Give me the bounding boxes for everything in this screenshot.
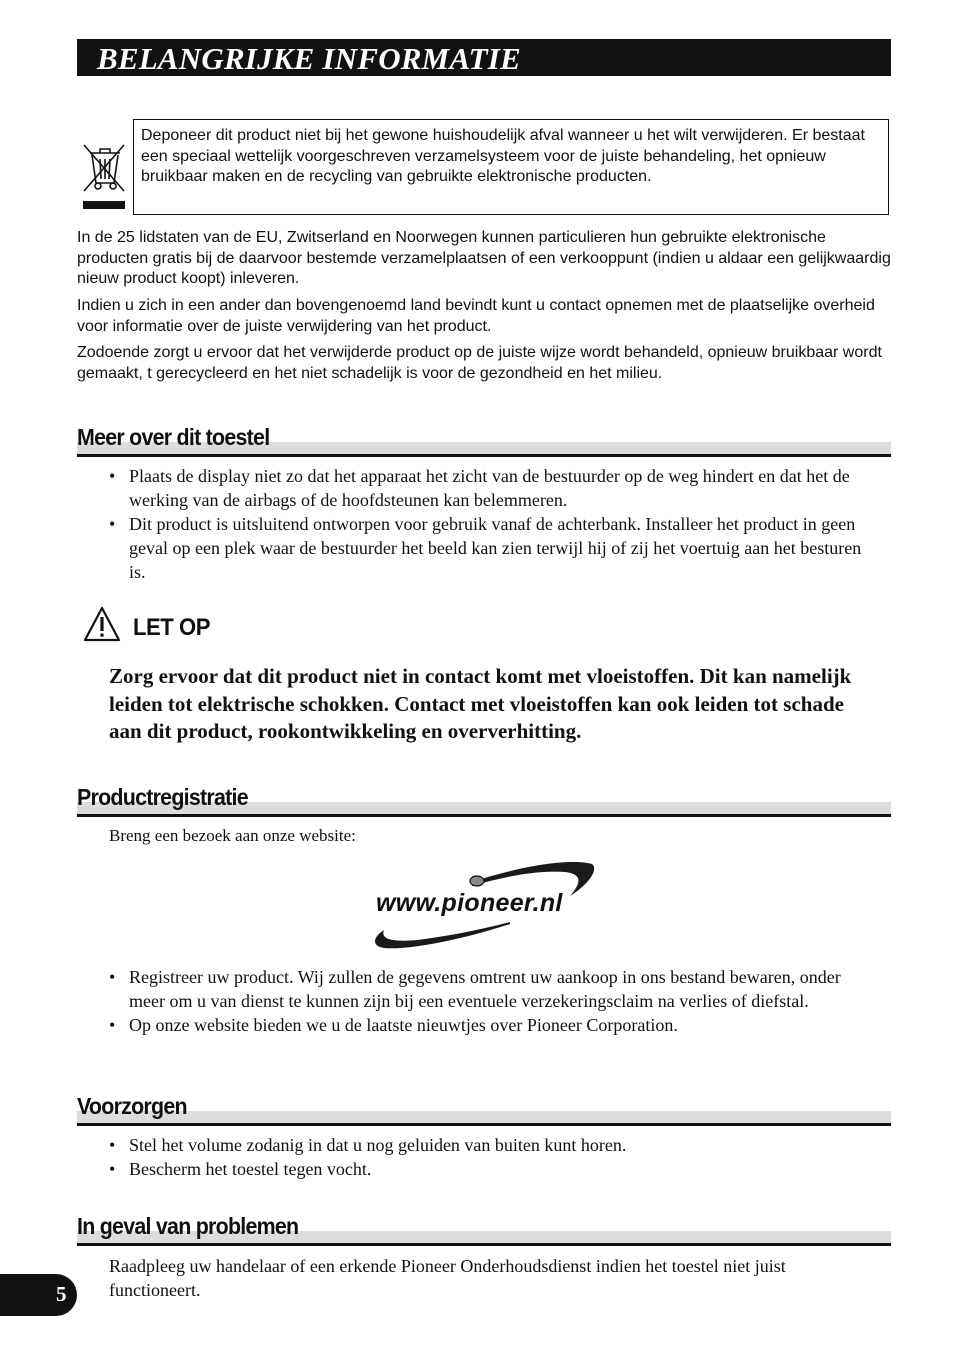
section-heading-problemen — [77, 1213, 891, 1243]
crossed-out-wheelie-bin-icon — [80, 141, 128, 213]
disposal-notice: Deponeer dit product niet bij het gewone huishoudelijk afval wanneer u het wilt verwijderen. Er bestaat een speciaal wettelijk voorgeschreven verzamelsysteem voor de juiste behandeling, het opnieuw bruikbaar maken en de recycling van gebruikte elektronische producten. — [133, 119, 889, 215]
caution-title: LET OP — [133, 614, 210, 641]
list-item: • Registreer uw product. Wij zullen de gegevens omtrent uw aankoop in ons bestand bewaren, onder meer om u van dienst te kunnen zijn bij een eventuele verzekeringsclaim na verlies of diefstal. — [109, 965, 869, 1013]
list-item: • Stel het volume zodanig in dat u nog geluiden van buiten kunt horen. — [109, 1133, 869, 1157]
intro-paragraph-1: In de 25 lidstaten van de EU, Zwitserland en Noorwegen kunnen particulieren hun gebruikte elektronische producten gratis bij de daarvoor bestemde verzamelplaatsen of een verkooppunt (indien u aldaar een gelijkwaardig nieuw product koopt) inleveren. — [77, 229, 891, 287]
section-title-meer: Meer over dit toestel — [77, 424, 270, 450]
list-item: • Plaats de display niet zo dat het apparaat het zicht van de bestuurder op de weg hindert en dat het de werking van de airbags of de hoofdsteunen kan belemmeren. — [109, 464, 869, 512]
voorzorgen-bullet-list — [109, 1133, 869, 1181]
list-item: • Dit product is uitsluitend ontworpen voor gebruik vanaf de achterbank. Installeer het product in geen geval op een plek waar de bestuurder het beeld kan zien terwijl hij of zij het voertuig aan het besturen is. — [109, 512, 869, 584]
warning-triangle-icon — [83, 606, 121, 642]
section-heading-voorzorgen — [77, 1093, 891, 1123]
section-heading-registratie — [77, 784, 891, 814]
caution-text: Zorg ervoor dat dit product niet in contact komt met vloeistoffen. Dit kan namelijk leiden tot elektrische schokken. Contact met vloeistoffen kan ook leiden tot schade aan dit product, rookontwikkeling en oververhitting. — [109, 664, 852, 743]
list-item: • Op onze website bieden we u de laatste nieuwtjes over Pioneer Corporation. — [109, 1013, 869, 1037]
problemen-text: Raadpleeg uw handelaar of een erkende Pioneer Onderhoudsdienst indien het toestel niet juist functioneert. — [109, 1256, 786, 1300]
website-url: www.pioneer.nl — [376, 889, 563, 917]
page-number: 5 — [56, 1282, 67, 1306]
section-title-problemen: In geval van problemen — [77, 1213, 299, 1239]
intro-paragraph-2: Indien u zich in een ander dan bovengenoemd land bevindt kunt u contact opnemen met de plaatselijke overheid voor informatie over de juiste verwijdering van het product. — [77, 297, 875, 335]
registratie-bullet-list — [109, 965, 869, 1037]
page-title-bar — [77, 39, 891, 76]
intro-paragraph-3: Zodoende zorgt u ervoor dat het verwijderde product op de juiste wijze wordt behandeld, opnieuw bruikbaar wordt gemaakt, t gerecycleerd en het niet schadelijk is voor de gezondheid en het milieu. — [77, 344, 882, 382]
section-title-registratie: Productregistratie — [77, 784, 248, 810]
page-number-tab — [0, 1274, 77, 1316]
page-title: BELANGRIJKE INFORMATIE — [97, 41, 521, 76]
registratie-intro: Breng een bezoek aan onze website: — [109, 826, 356, 845]
meer-bullet-list — [109, 464, 869, 584]
list-item: • Bescherm het toestel tegen vocht. — [109, 1157, 869, 1181]
section-heading-meer — [77, 424, 891, 454]
section-title-voorzorgen: Voorzorgen — [77, 1093, 187, 1119]
pioneer-website-logo[interactable] — [360, 856, 610, 956]
